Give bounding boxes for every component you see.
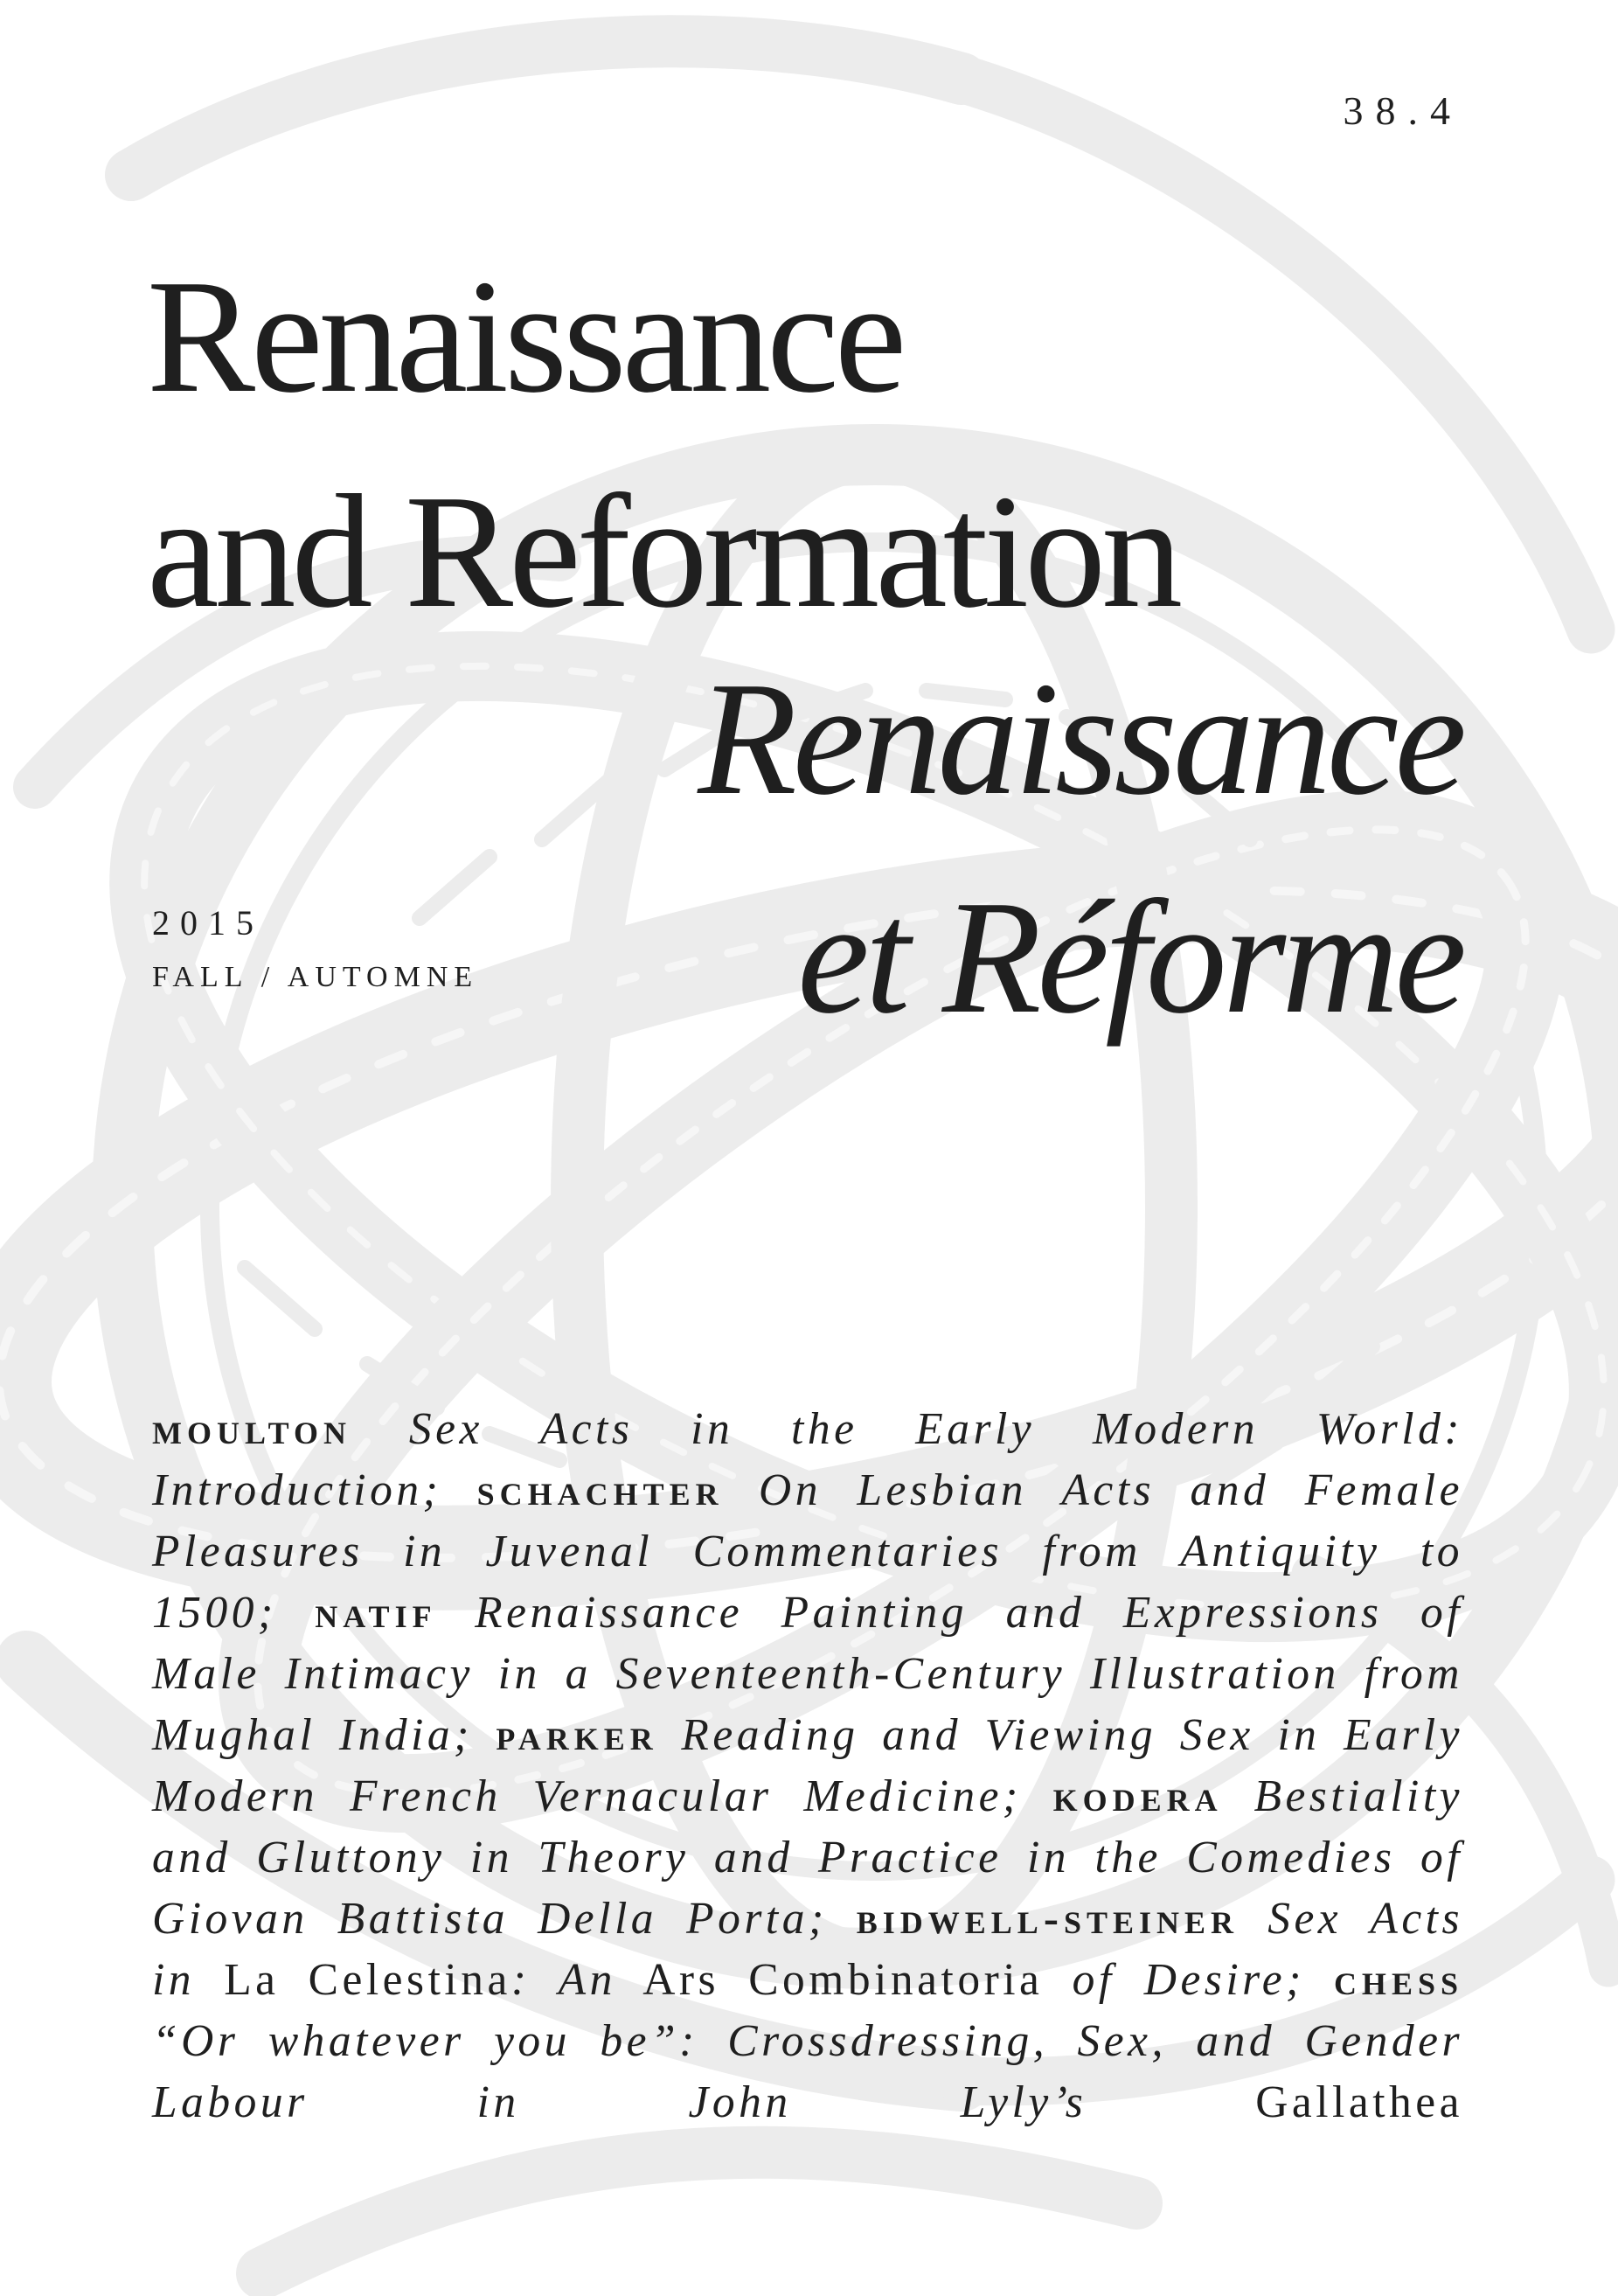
issue-year: 2015 [152, 903, 264, 943]
article-author: schachter [476, 1465, 724, 1515]
article-title-part: “Or whatever you be”: Crossdressing, Sex, and Gender Labour in John Lyly’s [152, 2016, 1463, 2127]
table-of-contents [152, 1399, 1463, 2133]
journal-title-english [147, 229, 1476, 659]
article-title-work: Ars Combinatoria [642, 1955, 1044, 2005]
article-title: Reading and Viewing Sex in Early Modern French Vernacular Medicine; [152, 1710, 1464, 1821]
issue-date [152, 901, 478, 1004]
title-english-line-1: Renaissance [147, 247, 903, 427]
journal-title-french [698, 630, 1462, 1067]
article-title-work: Gallathea [1255, 2077, 1464, 2127]
title-french-line-2: et Réforme [797, 867, 1462, 1047]
article-author: parker [496, 1710, 658, 1760]
article-author: moulton [152, 1404, 352, 1454]
issue-number: 38.4 [1343, 88, 1462, 133]
article-title-part: of Desire; [1072, 1955, 1305, 2005]
article-author: kodera [1052, 1771, 1223, 1821]
article-title-part: : An [510, 1955, 616, 2005]
article-title-work: La Celestina [224, 1955, 511, 2005]
article-title: On Lesbian Acts and Female Pleasures in Juvenal Commentaries from Antiquity to 1500; [152, 1465, 1464, 1638]
issue-season: FALL / AUTOMNE [152, 961, 479, 993]
article-author: chess [1333, 1955, 1463, 2005]
article-title-part: Sex Acts in [152, 1894, 1464, 2005]
title-english-line-2: and Reformation [147, 462, 1179, 642]
article-title: Bestiality and Gluttony in Theory and Practice in the Comedies of Giovan Battista Della Porta; [152, 1771, 1463, 1944]
article-title: Sex Acts in the Early Modern World: Introduction; [152, 1404, 1463, 1515]
article-author: natif [315, 1588, 437, 1638]
article-title: Renaissance Painting and Expressions of Male Intimacy in a Seventeenth-Century Illustration from Mughal India; [152, 1588, 1464, 1760]
title-french-line-1: Renaissance [698, 649, 1462, 829]
article-author: bidwell-steiner [856, 1894, 1240, 1944]
